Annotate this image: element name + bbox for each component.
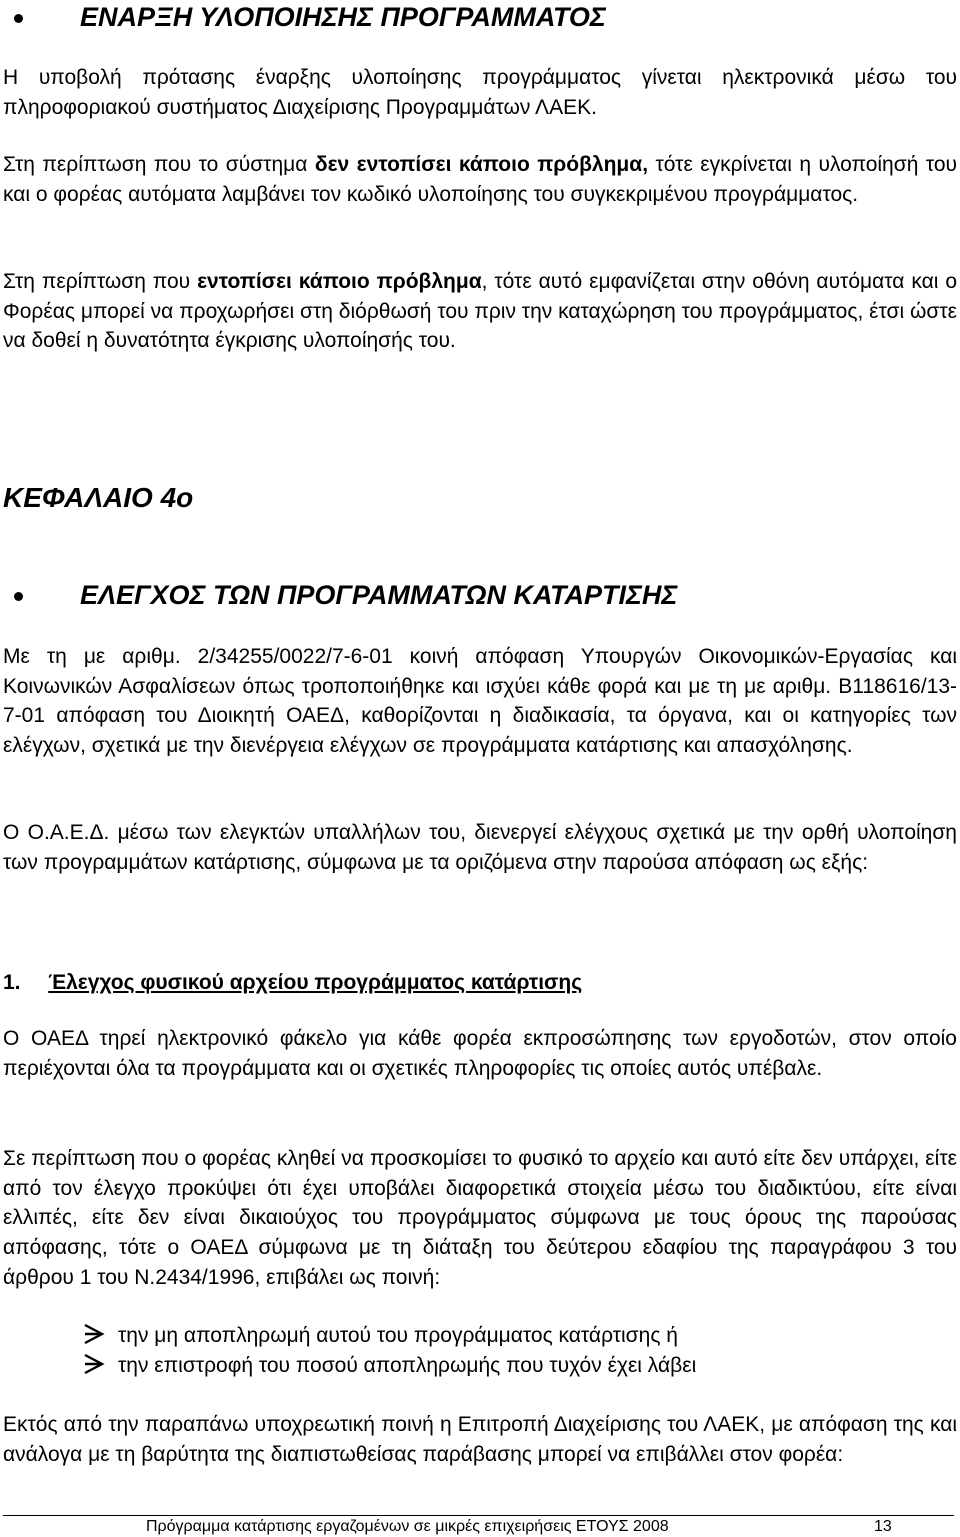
- subsection-title: [3, 971, 582, 995]
- bullet-icon: [14, 14, 23, 23]
- paragraph-penalty: Σε περίπτωση που ο φορέας κληθεί να προσκομίσει το φυσικό το αρχείο και αυτό είτε δεν υπάρχει, είτε από τον έλεγχο προκύψει ότι έχει υποβάλει διαφορετικά στοιχεία μέσω του διαδικτύου, είτε είναι ελλιπές, είτε δεν είναι δικαιούχος του προγράμματος σύμφωνα με τους όρους της παρούσας απόφασης, τότε ο ΟΑΕΔ σύμφωνα με τη διάταξη του δεύτερου εδαφίου της παραγράφου 3 του άρθρου 1 του Ν.2434/1996, επιβάλει ως ποινή:: [3, 1147, 957, 1289]
- paragraph-submission: Η υποβολή πρότασης έναρξης υλοποίησης προγράμματος γίνεται ηλεκτρονικά μέσω του πληροφοριακού συστήματος Διαχείρισης Προγραμμάτων ΛΑΕΚ.: [3, 66, 957, 119]
- paragraph-no-problem: Στη περίπτωση που το σύστημα δεν εντοπίσει κάποιο πρόβλημα, τότε εγκρίνεται η υλοποίησή του και ο φορέας αυτόματα λαμβάνει τον κωδικό υλοποίησης του συγκεκριμένου προγράμματος.: [3, 153, 957, 206]
- heading-text: ΕΝΑΡΞΗ ΥΛΟΠΟΙΗΣΗΣ ΠΡΟΓΡΑΜΜΑΤΟΣ: [80, 2, 606, 32]
- arrow-bullet-icon: [80, 1321, 106, 1347]
- emphasis-text: δεν εντοπίσει κάποιο πρόβλημα,: [314, 153, 649, 176]
- paragraph-electronic-file: Ο ΟΑΕΔ τηρεί ηλεκτρονικό φάκελο για κάθε φορέα εκπροσώπησης των εργοδοτών, στον οποίο περιέχονται όλα τα προγράμματα και οι σχετικές πληροφορίες τις οποίες αυτός υπέβαλε.: [3, 1027, 957, 1080]
- arrow-bullet-icon: [80, 1351, 106, 1377]
- emphasis-text: εντοπίσει κάποιο πρόβλημα: [197, 270, 482, 293]
- paragraph-problem-found: Στη περίπτωση που εντοπίσει κάποιο πρόβλημα, τότε αυτό εμφανίζεται στην οθόνη αυτόματα και ο Φορέας μπορεί να προχωρήσει στη διόρθωσή του πριν την καταχώρηση του προγράμματος, έτσι ώστε να δοθεί η δυνατότητα έγκρισης υλοποίησής του.: [3, 270, 958, 353]
- list-item-text: την επιστροφή του ποσού αποπληρωμής που τυχόν έχει λάβει: [118, 1354, 697, 1377]
- footer-text: Πρόγραμμα κατάρτισης εργαζομένων σε μικρές επιχειρήσεις ΕΤΟΥΣ 2008: [146, 1518, 669, 1535]
- bullet-icon: [14, 592, 23, 601]
- footer-divider: [3, 1515, 954, 1516]
- subsection-number: 1.: [3, 971, 21, 994]
- paragraph-additional-penalty: Εκτός από την παραπάνω υποχρεωτική ποινή η Επιτροπή Διαχείρισης του ΛΑΕΚ, με απόφαση της και ανάλογα με τη βαρύτητα της διαπιστωθείσας παράβασης μπορεί να επιβάλλει στον φορέα:: [3, 1413, 957, 1466]
- paragraph-oaed-checks: Ο Ο.Α.Ε.Δ. μέσω των ελεγκτών υπαλλήλων του, διενεργεί ελέγχους σχετικά με την ορθή υλοποίηση των προγραμμάτων κατάρτισης, σύμφωνα με τα οριζόμενα στην παρούσα απόφαση ως εξής:: [3, 821, 957, 874]
- heading-text: ΕΛΕΓΧΟΣ ΤΩΝ ΠΡΟΓΡΑΜΜΑΤΩΝ ΚΑΤΑΡΤΙΣΗΣ: [80, 580, 678, 610]
- chapter-title: ΚΕΦΑΛΑΙΟ 4ο: [3, 482, 194, 513]
- subsection-heading: Έλεγχος φυσικού αρχείου προγράμματος κατάρτισης: [48, 971, 583, 994]
- paragraph-legal-basis: Με τη με αριθμ. 2/34255/0022/7-6-01 κοινή απόφαση Υπουργών Οικονομικών-Εργασίας και Κοινωνικών Ασφαλίσεων όπως τροποποιήθηκε και ισχύει κάθε φορά και με τη με αριθμ. Β118616/13-7-01 απόφαση του Διοικητή ΟΑΕΔ, καθορίζονται η διαδικασία, τα όργανα, και οι κατηγορίες των ελέγχων, σχετικά με την διενέργεια ελέγχων σε προγράμματα κατάρτισης και απασχόλησης.: [3, 645, 957, 758]
- page-number: 13: [874, 1518, 892, 1535]
- list-item-text: την μη αποπληρωμή αυτού του προγράμματος κατάρτισης ή: [118, 1324, 678, 1347]
